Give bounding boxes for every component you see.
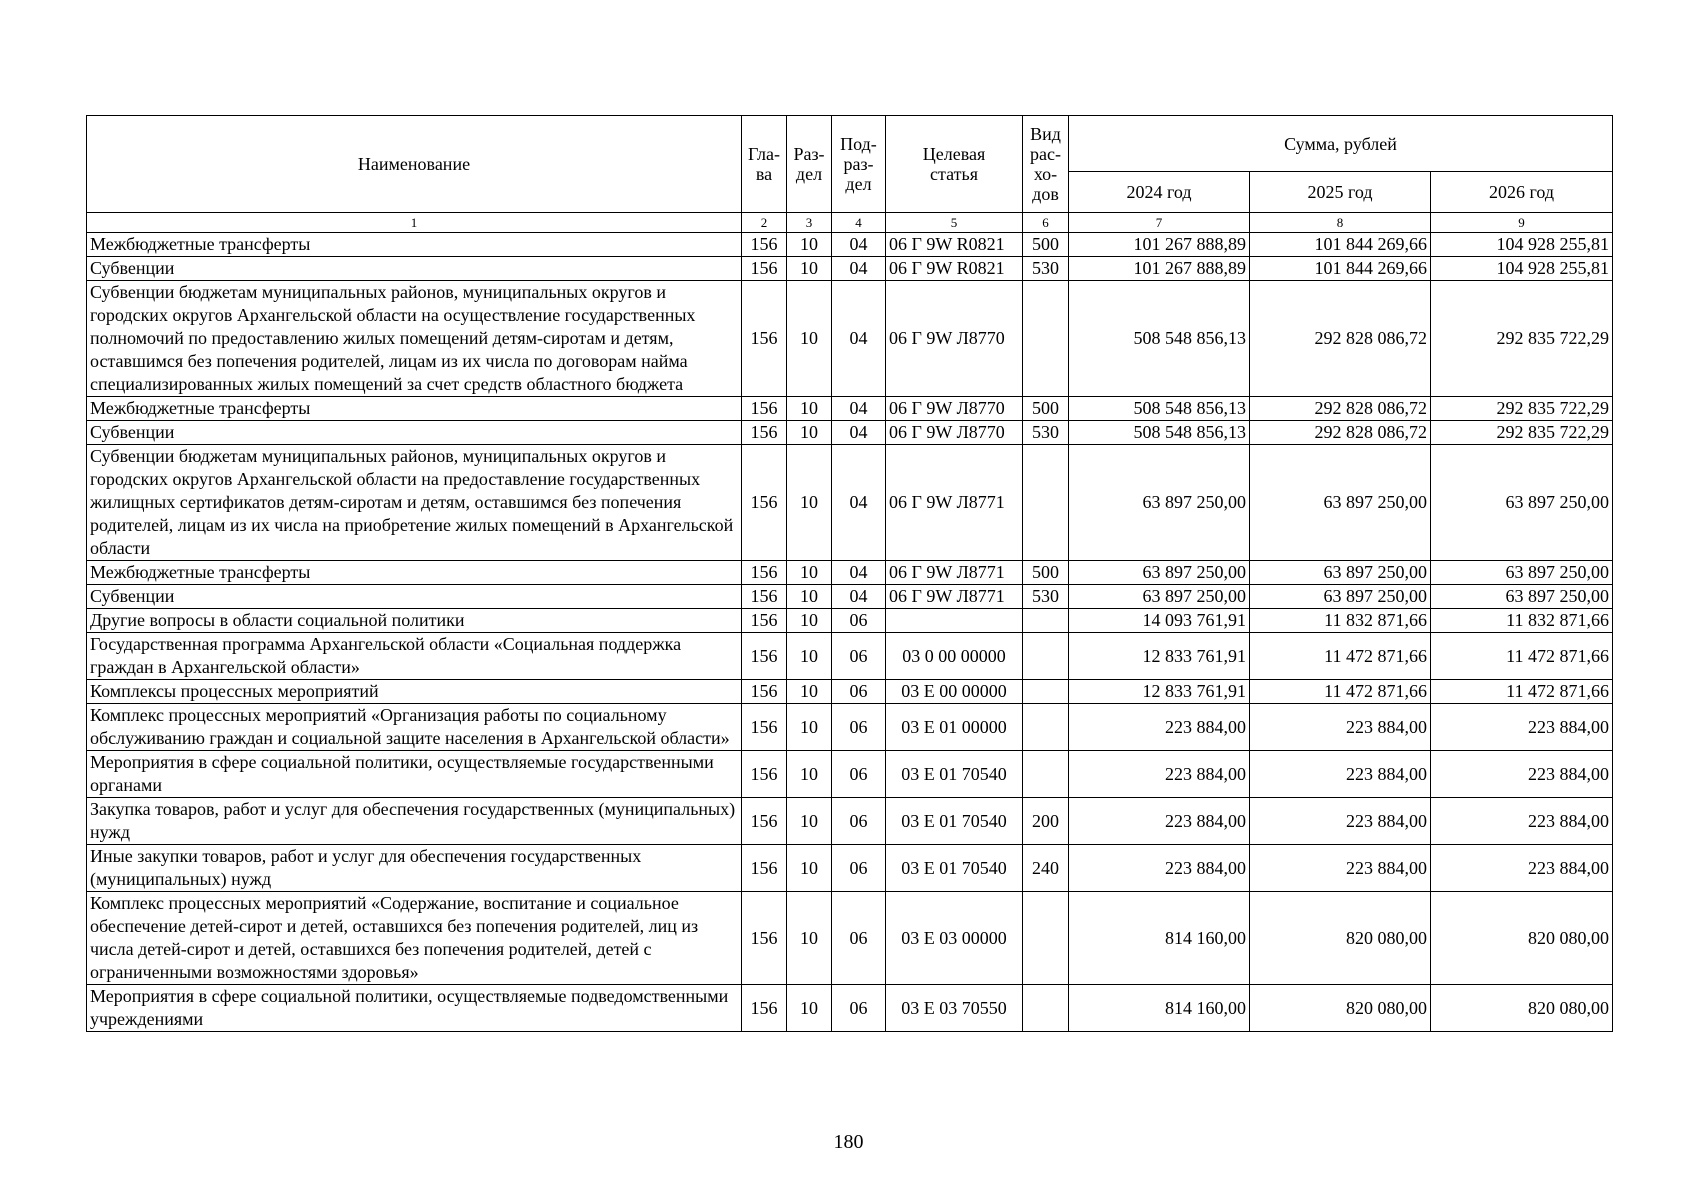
cell-glava: 156 xyxy=(742,845,787,892)
table-row xyxy=(87,798,1613,845)
cell-razdel: 10 xyxy=(787,397,832,421)
col-number: 7 xyxy=(1069,213,1250,233)
cell-glava: 156 xyxy=(742,281,787,397)
cell-name: Комплексы процессных мероприятий xyxy=(87,680,742,704)
col-number: 8 xyxy=(1250,213,1431,233)
cell-2025: 223 884,00 xyxy=(1250,798,1431,845)
col-header-target: Целевая статья xyxy=(886,116,1023,213)
cell-glava: 156 xyxy=(742,561,787,585)
cell-vid xyxy=(1023,281,1069,397)
cell-2025: 820 080,00 xyxy=(1250,985,1431,1032)
cell-2026: 223 884,00 xyxy=(1431,845,1613,892)
cell-target: 06 Г 9W Л8770 xyxy=(886,421,1023,445)
cell-vid xyxy=(1023,751,1069,798)
cell-glava: 156 xyxy=(742,609,787,633)
cell-2026: 820 080,00 xyxy=(1431,892,1613,985)
cell-2025: 223 884,00 xyxy=(1250,751,1431,798)
cell-razdel: 10 xyxy=(787,281,832,397)
cell-2025: 292 828 086,72 xyxy=(1250,397,1431,421)
col-number: 5 xyxy=(886,213,1023,233)
cell-podrazdel: 04 xyxy=(832,585,886,609)
cell-razdel: 10 xyxy=(787,845,832,892)
cell-podrazdel: 06 xyxy=(832,798,886,845)
cell-glava: 156 xyxy=(742,798,787,845)
cell-glava: 156 xyxy=(742,445,787,561)
cell-2025: 292 828 086,72 xyxy=(1250,421,1431,445)
cell-podrazdel: 06 xyxy=(832,633,886,680)
cell-podrazdel: 04 xyxy=(832,397,886,421)
cell-glava: 156 xyxy=(742,892,787,985)
cell-razdel: 10 xyxy=(787,257,832,281)
cell-2026: 223 884,00 xyxy=(1431,704,1613,751)
cell-2024: 63 897 250,00 xyxy=(1069,561,1250,585)
cell-name: Закупка товаров, работ и услуг для обеспечения государственных (муниципальных) нужд xyxy=(87,798,742,845)
cell-glava: 156 xyxy=(742,233,787,257)
cell-vid: 530 xyxy=(1023,421,1069,445)
cell-podrazdel: 04 xyxy=(832,561,886,585)
table-row xyxy=(87,585,1613,609)
table-row xyxy=(87,680,1613,704)
cell-name: Мероприятия в сфере социальной политики, осуществляемые государственными органами xyxy=(87,751,742,798)
cell-2026: 292 835 722,29 xyxy=(1431,397,1613,421)
table-row xyxy=(87,704,1613,751)
cell-target: 03 Е 03 70550 xyxy=(886,985,1023,1032)
cell-vid xyxy=(1023,892,1069,985)
cell-target: 03 0 00 00000 xyxy=(886,633,1023,680)
cell-name: Субвенции xyxy=(87,257,742,281)
cell-name: Мероприятия в сфере социальной политики, осуществляемые подведомственными учреждениями xyxy=(87,985,742,1032)
cell-vid: 240 xyxy=(1023,845,1069,892)
col-number: 9 xyxy=(1431,213,1613,233)
cell-2025: 223 884,00 xyxy=(1250,845,1431,892)
col-header-sum: Сумма, рублей xyxy=(1069,116,1613,172)
cell-2026: 223 884,00 xyxy=(1431,751,1613,798)
cell-2026: 292 835 722,29 xyxy=(1431,281,1613,397)
cell-name: Межбюджетные трансферты xyxy=(87,397,742,421)
table-row xyxy=(87,561,1613,585)
cell-glava: 156 xyxy=(742,704,787,751)
col-header-name: Наименование xyxy=(87,116,742,213)
table-row xyxy=(87,985,1613,1032)
cell-vid: 200 xyxy=(1023,798,1069,845)
cell-2024: 101 267 888,89 xyxy=(1069,257,1250,281)
cell-vid xyxy=(1023,985,1069,1032)
cell-vid xyxy=(1023,633,1069,680)
cell-2026: 292 835 722,29 xyxy=(1431,421,1613,445)
table-row xyxy=(87,281,1613,397)
cell-glava: 156 xyxy=(742,633,787,680)
cell-vid: 530 xyxy=(1023,257,1069,281)
cell-2024: 223 884,00 xyxy=(1069,798,1250,845)
cell-2024: 12 833 761,91 xyxy=(1069,680,1250,704)
cell-2026: 11 832 871,66 xyxy=(1431,609,1613,633)
cell-2024: 814 160,00 xyxy=(1069,892,1250,985)
cell-podrazdel: 06 xyxy=(832,892,886,985)
cell-target: 03 Е 01 70540 xyxy=(886,751,1023,798)
cell-razdel: 10 xyxy=(787,704,832,751)
cell-2024: 508 548 856,13 xyxy=(1069,281,1250,397)
budget-table xyxy=(86,115,1613,1032)
cell-2024: 12 833 761,91 xyxy=(1069,633,1250,680)
cell-2024: 814 160,00 xyxy=(1069,985,1250,1032)
cell-podrazdel: 04 xyxy=(832,445,886,561)
cell-podrazdel: 04 xyxy=(832,233,886,257)
cell-name: Межбюджетные трансферты xyxy=(87,233,742,257)
cell-razdel: 10 xyxy=(787,985,832,1032)
cell-name: Другие вопросы в области социальной политики xyxy=(87,609,742,633)
cell-2025: 223 884,00 xyxy=(1250,704,1431,751)
cell-2025: 11 832 871,66 xyxy=(1250,609,1431,633)
cell-2026: 820 080,00 xyxy=(1431,985,1613,1032)
cell-target: 03 Е 03 00000 xyxy=(886,892,1023,985)
cell-name: Субвенции бюджетам муниципальных районов, муниципальных округов и городских округов Архангельской области на предоставление государственных жилищных сертификатов детям-сиротам и детям, оставшимся без попечения родителей, лицам из их числа на приобретение жилых помещений в Архангельской области xyxy=(87,445,742,561)
cell-vid xyxy=(1023,445,1069,561)
page-number: 180 xyxy=(833,1131,864,1153)
cell-razdel: 10 xyxy=(787,561,832,585)
col-number: 4 xyxy=(832,213,886,233)
table-row xyxy=(87,892,1613,985)
cell-glava: 156 xyxy=(742,751,787,798)
column-number-row xyxy=(87,213,1613,233)
col-number: 3 xyxy=(787,213,832,233)
cell-razdel: 10 xyxy=(787,445,832,561)
cell-razdel: 10 xyxy=(787,233,832,257)
cell-razdel: 10 xyxy=(787,421,832,445)
table-header xyxy=(87,116,1613,233)
cell-podrazdel: 06 xyxy=(832,704,886,751)
cell-glava: 156 xyxy=(742,421,787,445)
col-number: 2 xyxy=(742,213,787,233)
cell-name: Субвенции xyxy=(87,421,742,445)
cell-name: Иные закупки товаров, работ и услуг для обеспечения государственных (муниципальных) нужд xyxy=(87,845,742,892)
cell-2025: 63 897 250,00 xyxy=(1250,585,1431,609)
cell-2025: 101 844 269,66 xyxy=(1250,257,1431,281)
cell-vid xyxy=(1023,609,1069,633)
cell-name: Субвенции xyxy=(87,585,742,609)
cell-2025: 63 897 250,00 xyxy=(1250,561,1431,585)
col-number: 1 xyxy=(87,213,742,233)
cell-2025: 101 844 269,66 xyxy=(1250,233,1431,257)
cell-vid: 500 xyxy=(1023,397,1069,421)
cell-2024: 508 548 856,13 xyxy=(1069,397,1250,421)
cell-glava: 156 xyxy=(742,397,787,421)
cell-vid xyxy=(1023,680,1069,704)
cell-target: 06 Г 9W Л8770 xyxy=(886,397,1023,421)
cell-target: 06 Г 9W Л8771 xyxy=(886,561,1023,585)
cell-razdel: 10 xyxy=(787,751,832,798)
cell-2024: 223 884,00 xyxy=(1069,845,1250,892)
cell-2026: 11 472 871,66 xyxy=(1431,633,1613,680)
table-row xyxy=(87,233,1613,257)
col-header-vid: Вид рас- хо- дов xyxy=(1023,116,1069,213)
cell-2025: 11 472 871,66 xyxy=(1250,633,1431,680)
cell-podrazdel: 06 xyxy=(832,985,886,1032)
cell-2024: 223 884,00 xyxy=(1069,751,1250,798)
cell-podrazdel: 04 xyxy=(832,257,886,281)
cell-podrazdel: 04 xyxy=(832,421,886,445)
cell-2025: 820 080,00 xyxy=(1250,892,1431,985)
cell-name: Государственная программа Архангельской области «Социальная поддержка граждан в Архангельской области» xyxy=(87,633,742,680)
cell-2025: 63 897 250,00 xyxy=(1250,445,1431,561)
cell-target: 03 Е 01 70540 xyxy=(886,845,1023,892)
cell-target: 06 Г 9W Л8771 xyxy=(886,585,1023,609)
cell-name: Комплекс процессных мероприятий «Содержание, воспитание и социальное обеспечение детей-сирот и детей, оставшихся без попечения родителей, лиц из числа детей-сирот и детей, оставшихся без попечения родителей, детей с ограниченными возможностями здоровья» xyxy=(87,892,742,985)
table-body xyxy=(87,233,1613,1032)
table-row xyxy=(87,609,1613,633)
cell-target: 03 Е 00 00000 xyxy=(886,680,1023,704)
cell-glava: 156 xyxy=(742,680,787,704)
col-header-2024: 2024 год xyxy=(1069,172,1250,213)
cell-razdel: 10 xyxy=(787,680,832,704)
table-row xyxy=(87,633,1613,680)
cell-podrazdel: 06 xyxy=(832,751,886,798)
cell-target: 06 Г 9W Л8771 xyxy=(886,445,1023,561)
cell-target: 03 Е 01 70540 xyxy=(886,798,1023,845)
cell-2024: 101 267 888,89 xyxy=(1069,233,1250,257)
cell-2026: 11 472 871,66 xyxy=(1431,680,1613,704)
cell-razdel: 10 xyxy=(787,585,832,609)
cell-podrazdel: 04 xyxy=(832,281,886,397)
cell-podrazdel: 06 xyxy=(832,609,886,633)
col-header-2025: 2025 год xyxy=(1250,172,1431,213)
cell-glava: 156 xyxy=(742,585,787,609)
cell-2026: 223 884,00 xyxy=(1431,798,1613,845)
col-number: 6 xyxy=(1023,213,1069,233)
cell-target: 06 Г 9W R0821 xyxy=(886,233,1023,257)
table-row xyxy=(87,751,1613,798)
cell-razdel: 10 xyxy=(787,633,832,680)
col-header-razdel: Раз- дел xyxy=(787,116,832,213)
cell-target: 03 Е 01 00000 xyxy=(886,704,1023,751)
cell-2024: 14 093 761,91 xyxy=(1069,609,1250,633)
cell-podrazdel: 06 xyxy=(832,680,886,704)
cell-vid: 530 xyxy=(1023,585,1069,609)
table-row xyxy=(87,845,1613,892)
cell-razdel: 10 xyxy=(787,609,832,633)
cell-razdel: 10 xyxy=(787,798,832,845)
cell-vid: 500 xyxy=(1023,561,1069,585)
cell-razdel: 10 xyxy=(787,892,832,985)
cell-name: Комплекс процессных мероприятий «Организация работы по социальному обслуживанию граждан и социальной защите населения в Архангельской области» xyxy=(87,704,742,751)
cell-name: Межбюджетные трансферты xyxy=(87,561,742,585)
cell-2024: 63 897 250,00 xyxy=(1069,585,1250,609)
cell-glava: 156 xyxy=(742,257,787,281)
cell-target xyxy=(886,609,1023,633)
col-header-podrazdel: Под- раз- дел xyxy=(832,116,886,213)
table-row xyxy=(87,397,1613,421)
cell-2025: 292 828 086,72 xyxy=(1250,281,1431,397)
cell-vid: 500 xyxy=(1023,233,1069,257)
cell-podrazdel: 06 xyxy=(832,845,886,892)
cell-glava: 156 xyxy=(742,985,787,1032)
cell-2026: 63 897 250,00 xyxy=(1431,585,1613,609)
cell-2026: 104 928 255,81 xyxy=(1431,233,1613,257)
cell-name: Субвенции бюджетам муниципальных районов, муниципальных округов и городских округов Архангельской области на осуществление государственных полномочий по предоставлению жилых помещений детям-сиротам и детям, оставшимся без попечения родителей, лицам из их числа по договорам найма специализированных жилых помещений за счет средств областного бюджета xyxy=(87,281,742,397)
cell-2025: 11 472 871,66 xyxy=(1250,680,1431,704)
cell-2024: 508 548 856,13 xyxy=(1069,421,1250,445)
cell-target: 06 Г 9W Л8770 xyxy=(886,281,1023,397)
cell-2024: 223 884,00 xyxy=(1069,704,1250,751)
cell-target: 06 Г 9W R0821 xyxy=(886,257,1023,281)
table-row xyxy=(87,257,1613,281)
cell-2024: 63 897 250,00 xyxy=(1069,445,1250,561)
cell-2026: 63 897 250,00 xyxy=(1431,561,1613,585)
cell-2026: 63 897 250,00 xyxy=(1431,445,1613,561)
table-row xyxy=(87,445,1613,561)
table-row xyxy=(87,421,1613,445)
col-header-2026: 2026 год xyxy=(1431,172,1613,213)
col-header-glava: Гла- ва xyxy=(742,116,787,213)
cell-vid xyxy=(1023,704,1069,751)
cell-2026: 104 928 255,81 xyxy=(1431,257,1613,281)
